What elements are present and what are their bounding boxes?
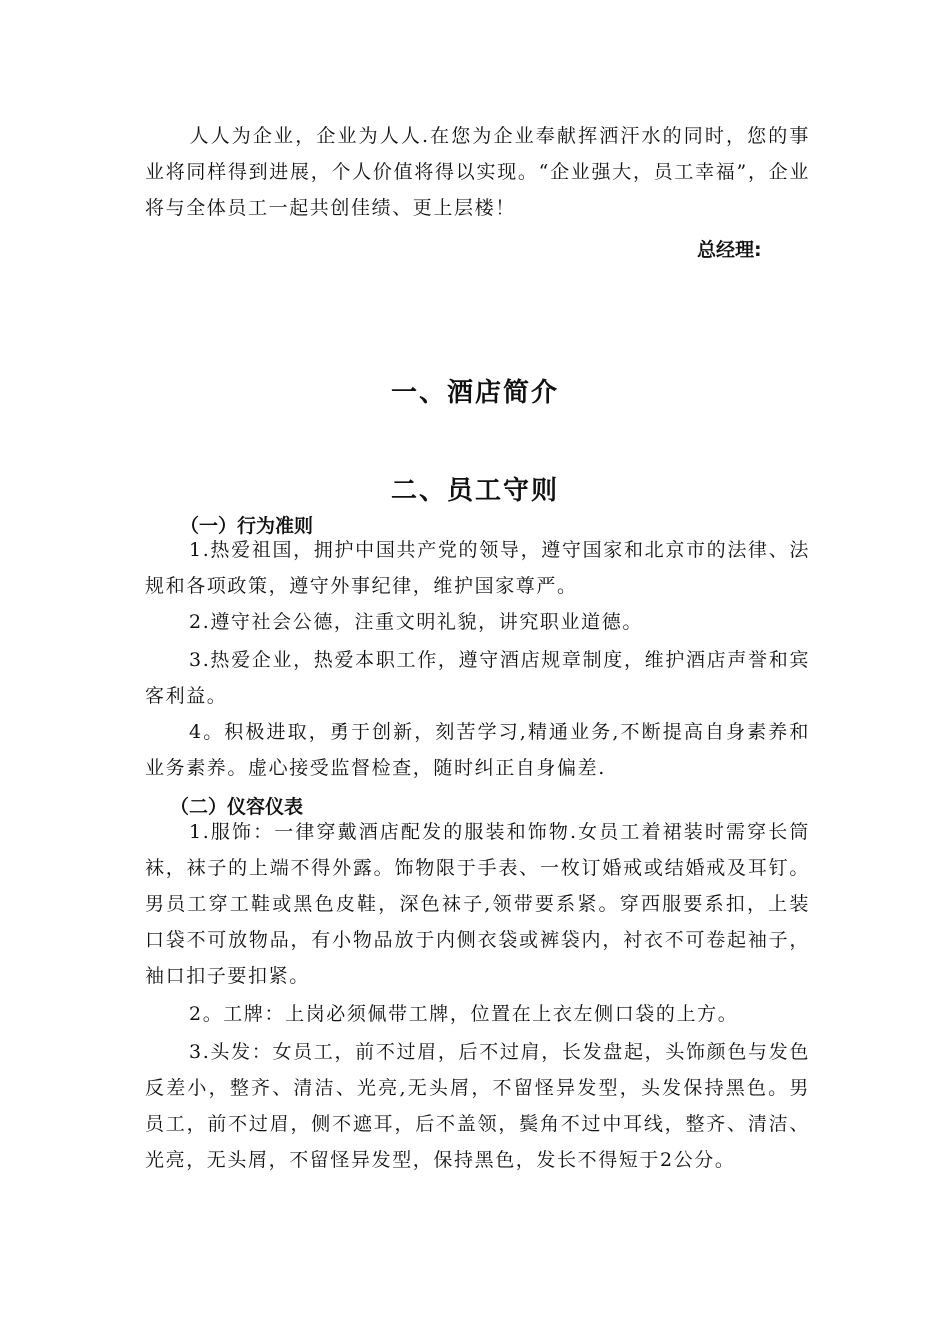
appearance-item-3: [145, 1034, 810, 1178]
conduct-item-2-text: 2.遵守社会公德，注重文明礼貌，讲究职业道德。: [189, 611, 643, 633]
conduct-item-4: [145, 714, 810, 786]
appearance-item-1: [145, 814, 810, 994]
conduct-item-4-text: 4。积极进取，勇于创新，刻苦学习,精通业务,不断提高自身素养和业务素养。虚心接受监督检查，随时纠正自身偏差.: [145, 721, 810, 779]
appearance-item-2-text: 2。工牌：上岗必须佩带工牌，位置在上衣左侧口袋的上方。: [189, 1003, 739, 1025]
signature-label: 总经理:: [697, 239, 762, 261]
subsection-heading-conduct: （一）行为准则: [180, 515, 314, 537]
appearance-item-1-text: 1.服饰：一律穿戴酒店配发的服装和饰物.女员工着裙装时需穿长筒袜，袜子的上端不得外露。饰物限于手表、一枚订婚戒或结婚戒及耳钉。男员工穿工鞋或黑色皮鞋，深色袜子,领带要系紧。穿西服要系扣，上装口袋不可放物品，有小物品放于内侧衣袋或裤袋内，衬衣不可卷起袖子，袖口扣子要扣紧。: [145, 821, 810, 987]
intro-paragraph-text: 人人为企业，企业为人人.在您为企业奉献挥洒汗水的同时，您的事业将同样得到进展，个人价值将得以实现。“企业强大，员工幸福”，企业将与全体员工一起共创佳绩、更上层楼！: [145, 125, 810, 219]
conduct-item-3-text: 3.热爱企业，热爱本职工作，遵守酒店规章制度，维护酒店声誉和宾客利益。: [145, 649, 810, 707]
conduct-item-1-text: 1.热爱祖国，拥护中国共产党的领导，遵守国家和北京市的法律、法规和各项政策，遵守外事纪律，维护国家尊严。: [145, 539, 810, 597]
subsection-heading-appearance: （二）仪容仪表: [170, 796, 304, 818]
conduct-item-1: [145, 532, 810, 604]
conduct-item-2: [145, 604, 810, 640]
appearance-item-3-text: 3.头发：女员工，前不过眉，后不过肩，长发盘起，头饰颜色与发色反差小，整齐、清洁、光亮,无头屑，不留怪异发型，头发保持黑色。男员工，前不过眉，侧不遮耳，后不盖领，鬓角不过中耳线，整齐、清洁、光亮，无头屑，不留怪异发型，保持黑色，发长不得短于2公分。: [145, 1041, 810, 1171]
section-title-employee-rules: 二、员工守则: [390, 476, 559, 506]
section-title-hotel-intro: 一、酒店简介: [390, 378, 559, 408]
intro-paragraph: [145, 118, 810, 226]
appearance-item-2: [145, 996, 810, 1032]
conduct-item-3: [145, 642, 810, 714]
